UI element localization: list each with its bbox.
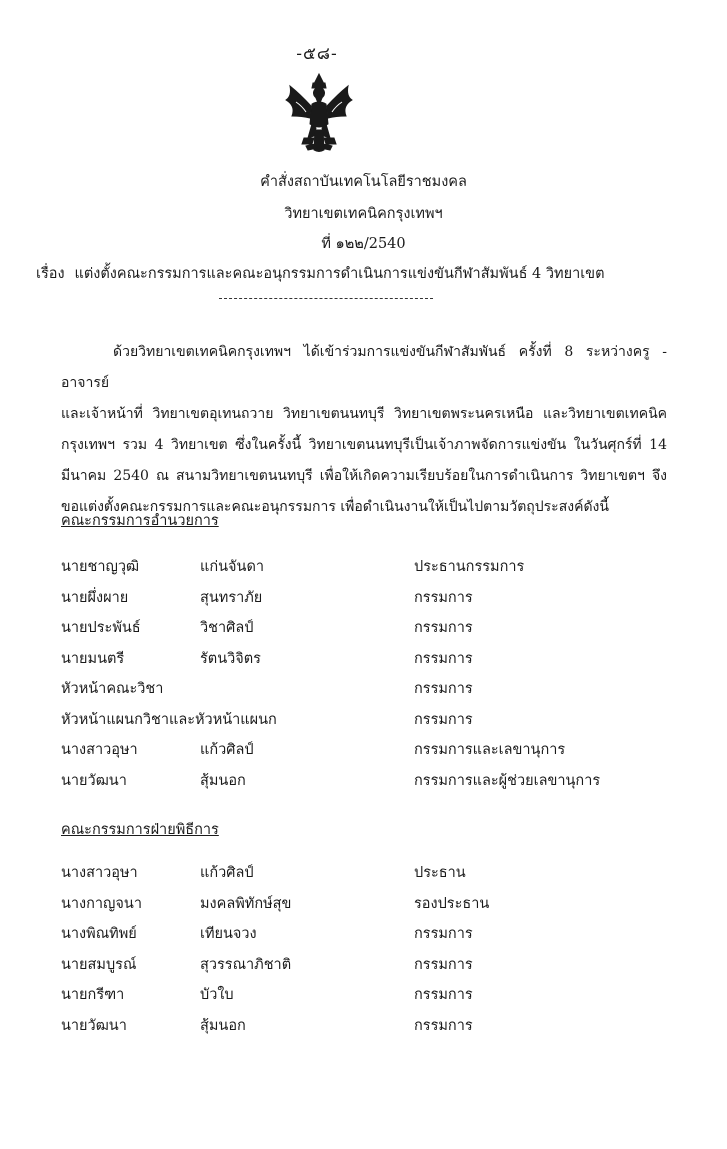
member-row [61, 555, 661, 586]
member-surname: มงคลพิทักษ์สุข [200, 895, 292, 912]
section-title-ceremony: คณะกรรมการฝ่ายพิธีการ [61, 822, 219, 838]
member-surname: เทียนจวง [200, 926, 257, 942]
member-role: กรรมการและเลขานุการ [414, 742, 566, 758]
member-row [61, 922, 661, 953]
member-surname: รัตนวิจิตร [200, 650, 261, 667]
member-name: นางสาวอุษา [61, 742, 138, 758]
member-row [61, 616, 661, 647]
member-role: กรรมการ [414, 711, 473, 728]
garuda-emblem-icon [282, 72, 356, 154]
member-role: กรรมการ [414, 1017, 473, 1034]
member-name: นางกาญจนา [61, 895, 142, 912]
member-role: กรรมการ [414, 681, 473, 697]
body-rest: และเจ้าหน้าที่ วิทยาเขตอุเทนถวาย วิทยาเขตนนทบุรี วิทยาเขตพระนครเหนือ และวิทยาเขตเทคนิคกรุงเทพฯ รวม 4 วิทยาเขต ซึ่งในครั้งนี้ วิทยาเขตนนทบุรีเป็นเจ้าภาพจัดการแข่งขัน ในวันศุกร์ที่ 14 มีนาคม 2540 ณ สนามวิทยาเขตนนทบุรี เพื่อให้เกิดความเรียบร้อยในการดำเนินการ วิทยาเขตฯ จึงขอแต่งตั้งคณะกรรมการและคณะอนุกรรมการ เพื่อดำเนินงานให้เป็นไปตามวัตถุประสงค์ดังนี้ [61, 406, 667, 515]
roster-executive [61, 555, 661, 799]
body-paragraph [61, 337, 667, 523]
member-row [61, 677, 661, 708]
member-surname: สุนทราภัย [200, 589, 263, 606]
member-surname: บัวใบ [200, 987, 234, 1003]
page-number: -๕๘- [296, 44, 338, 64]
member-name: นายชาญวุฒิ [61, 559, 140, 575]
subject-text: แต่งตั้งคณะกรรมการและคณะอนุกรรมการดำเนินการแข่งขันกีฬาสัมพันธ์ 4 วิทยาเขต [74, 266, 605, 282]
member-row [61, 708, 661, 739]
member-name: นายสมบูรณ์ [61, 956, 137, 973]
member-surname: แก้วศิลป์ [200, 742, 254, 758]
member-role: กรรมการ [414, 620, 473, 636]
order-number: ที่ ๑๒๒/2540 [321, 236, 406, 252]
member-surname: วิชาศิลป์ [200, 620, 254, 636]
member-role: กรรมการ [414, 589, 473, 606]
member-row [61, 1014, 661, 1045]
member-name: นายวัฒนา [61, 1017, 127, 1034]
member-name: หัวหน้าแผนกวิชาและหัวหน้าแผนก [61, 711, 277, 728]
member-role: กรรมการ [414, 926, 473, 942]
member-role: ประธาน [414, 865, 466, 881]
member-surname: สุ้มนอก [200, 1017, 246, 1034]
member-role: รองประธาน [414, 895, 490, 912]
member-role: ประธานกรรมการ [414, 559, 525, 575]
member-name: นางพิณทิพย์ [61, 926, 137, 942]
member-row [61, 769, 661, 800]
body-first-line: ด้วยวิทยาเขตเทคนิคกรุงเทพฯ ได้เข้าร่วมการแข่งขันกีฬาสัมพันธ์ ครั้งที่ 8 ระหว่างครู - อาจารย์ [61, 344, 667, 391]
section-title-executive: คณะกรรมการอำนวยการ [61, 513, 219, 529]
roster-ceremony [61, 861, 661, 1044]
member-surname: แก่นจันดา [200, 559, 265, 575]
member-row [61, 861, 661, 892]
member-surname: แก้วศิลป์ [200, 865, 254, 881]
member-row [61, 738, 661, 769]
member-role: กรรมการ [414, 987, 473, 1003]
member-row [61, 892, 661, 923]
member-name: นางสาวอุษา [61, 865, 138, 881]
member-name: นายวัฒนา [61, 772, 127, 789]
order-title: คำสั่งสถาบันเทคโนโลยีราชมงคล [260, 174, 467, 190]
member-name: นายผึ่งผาย [61, 589, 129, 606]
member-name: หัวหน้าคณะวิชา [61, 681, 164, 697]
member-surname: สุ้มนอก [200, 772, 246, 789]
campus-name: วิทยาเขตเทคนิคกรุงเทพฯ [284, 206, 443, 222]
member-row [61, 983, 661, 1014]
member-name: นายประพันธ์ [61, 620, 141, 636]
subject-line [36, 262, 605, 285]
member-row [61, 953, 661, 984]
subject-label: เรื่อง [36, 266, 65, 282]
member-role: กรรมการ [414, 956, 473, 973]
member-name: นายมนตรี [61, 650, 125, 667]
member-role: กรรมการและผู้ช่วยเลขานุการ [414, 772, 601, 789]
member-role: กรรมการ [414, 650, 473, 667]
member-row [61, 586, 661, 617]
member-row [61, 647, 661, 678]
member-name: นายกรีฑา [61, 987, 125, 1003]
divider [219, 298, 433, 299]
member-surname: สุวรรณาภิชาติ [200, 956, 292, 973]
